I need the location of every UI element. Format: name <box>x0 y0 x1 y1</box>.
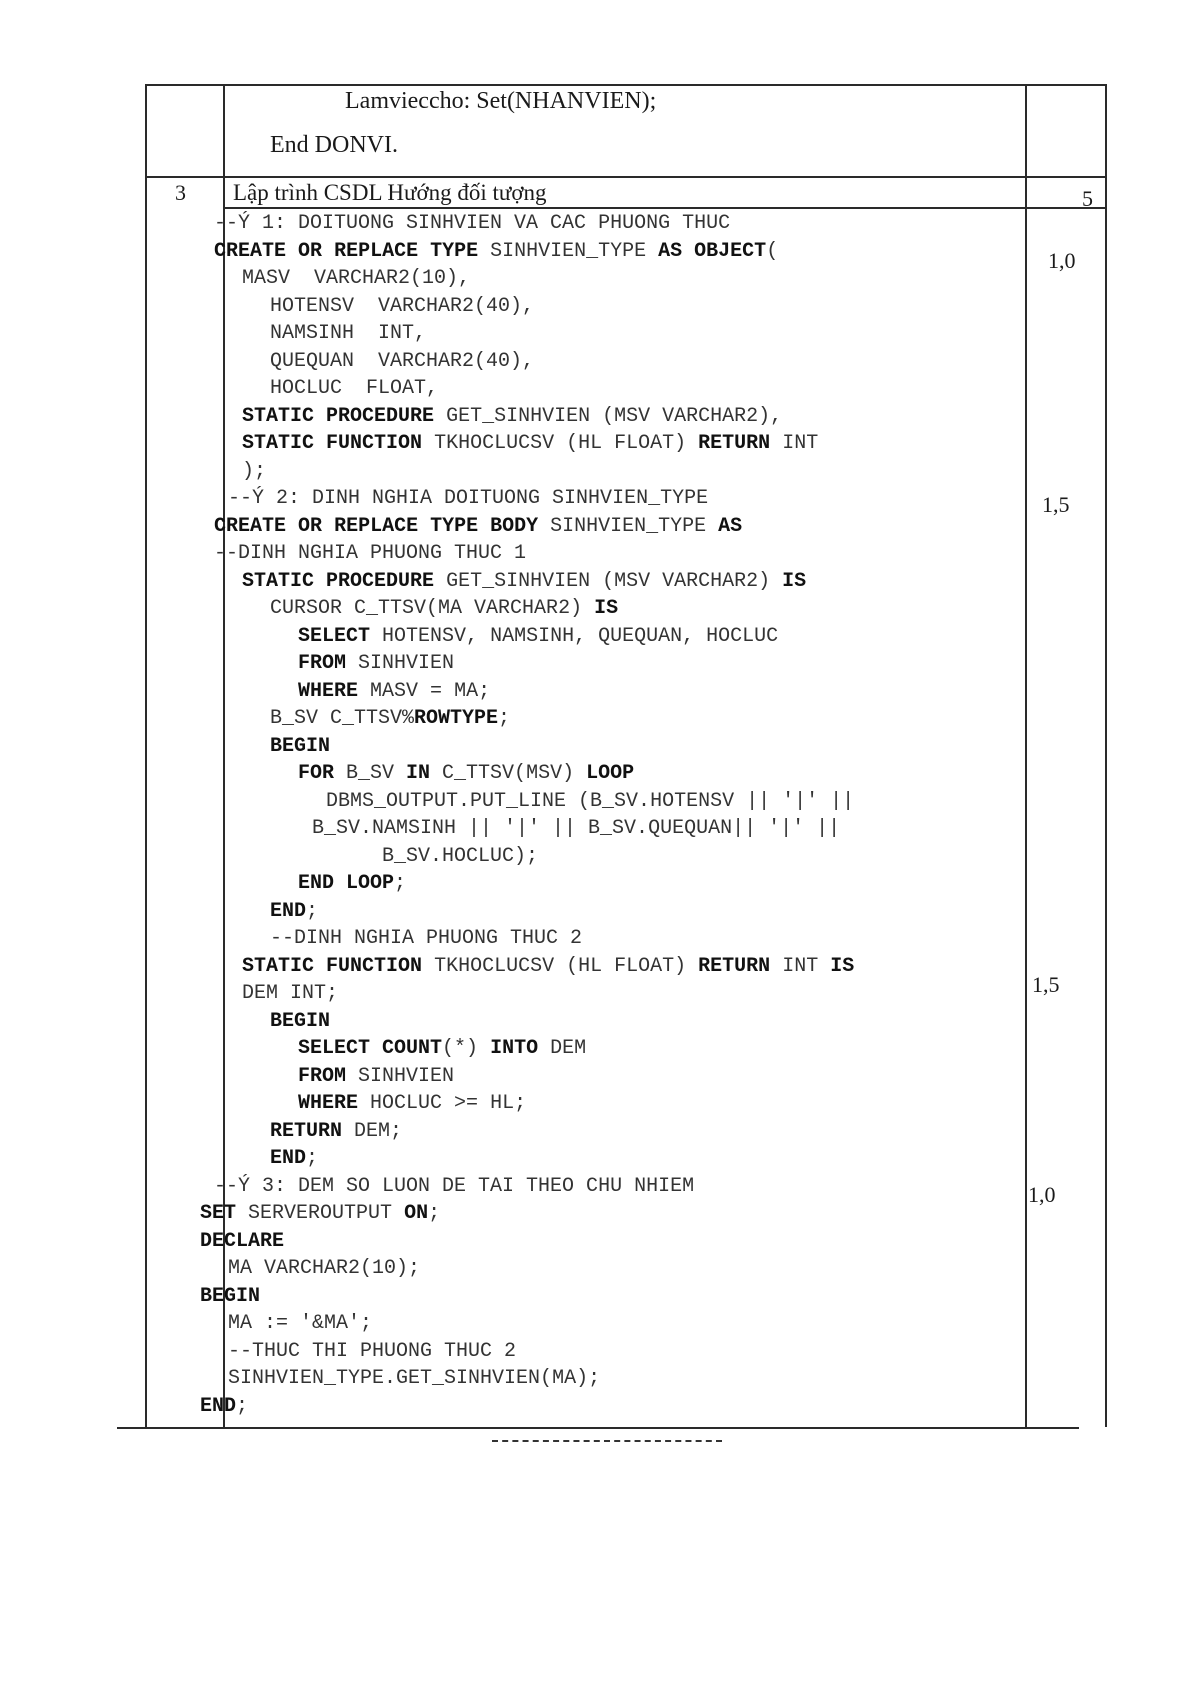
code-line-text: FROM SINHVIEN <box>298 1064 455 1088</box>
code-line-text: FOR B_SV IN C_TTSV(MSV) LOOP <box>298 762 635 785</box>
code-line <box>200 1200 1000 1228</box>
code-line-text: STATIC PROCEDURE GET_SINHVIEN (MSV VARCHAR2) IS <box>242 569 807 593</box>
code-line <box>200 348 1000 376</box>
code-line <box>200 1255 1000 1283</box>
code-line <box>200 540 1000 568</box>
code-line <box>200 953 1000 981</box>
code-line <box>200 678 1000 706</box>
table-left-border <box>145 84 147 1427</box>
top-line-1: Lamvieccho: Set(NHANVIEN); <box>345 88 657 114</box>
code-line-text: END; <box>270 1147 319 1170</box>
code-line-text: CREATE OR REPLACE TYPE SINHVIEN_TYPE AS OBJECT( <box>214 239 779 263</box>
code-line <box>200 1118 1000 1146</box>
code-line-text: ); <box>242 459 267 483</box>
column-divider-2 <box>1025 84 1027 1427</box>
code-line <box>200 1338 1000 1366</box>
code-line-text: STATIC PROCEDURE GET_SINHVIEN (MSV VARCHAR2), <box>242 404 783 428</box>
code-line-text: END LOOP; <box>298 872 407 895</box>
code-line <box>200 843 1000 871</box>
code-line <box>200 210 1000 238</box>
top-line-2: End DONVI. <box>270 132 398 158</box>
code-line <box>200 815 1000 843</box>
code-line <box>200 375 1000 403</box>
code-line-text: MA VARCHAR2(10); <box>228 1257 421 1280</box>
code-line-text: STATIC FUNCTION TKHOCLUCSV (HL FLOAT) RETURN INT IS <box>242 954 855 978</box>
table-bottom-border <box>117 1427 1079 1429</box>
score-part-1: 1,0 <box>1048 248 1076 273</box>
code-line-text: HOTENSV VARCHAR2(40), <box>270 294 535 318</box>
end-divider <box>492 1440 722 1442</box>
section-number: 3 <box>175 180 186 205</box>
code-line-text: CREATE OR REPLACE TYPE BODY SINHVIEN_TYPE AS <box>214 514 743 538</box>
table-top-border <box>145 84 1107 86</box>
table-right-border <box>1105 84 1107 1427</box>
code-line-text: SET SERVEROUTPUT ON; <box>200 1202 441 1225</box>
code-line <box>200 458 1000 486</box>
score-part-2b: 1,5 <box>1032 972 1060 997</box>
code-line-text: STATIC FUNCTION TKHOCLUCSV (HL FLOAT) RETURN INT <box>242 432 819 455</box>
code-line-text: B_SV.NAMSINH || '|' || B_SV.QUEQUAN|| '|' || <box>312 817 841 840</box>
code-line <box>200 1365 1000 1393</box>
code-line <box>200 320 1000 348</box>
code-line-text: BEGIN <box>200 1284 261 1308</box>
code-line <box>200 1173 1000 1201</box>
code-line <box>200 568 1000 596</box>
row-separator <box>145 176 1107 178</box>
code-line-text: --DINH NGHIA PHUONG THUC 2 <box>270 927 583 950</box>
score-part-2: 1,5 <box>1042 492 1070 517</box>
section-points: 5 <box>1082 186 1093 211</box>
code-line <box>200 898 1000 926</box>
code-line <box>200 760 1000 788</box>
code-line <box>200 430 1000 458</box>
code-line-text: QUEQUAN VARCHAR2(40), <box>270 349 535 373</box>
code-line <box>200 513 1000 541</box>
code-line-text: WHERE HOCLUC >= HL; <box>298 1092 527 1115</box>
code-line <box>200 623 1000 651</box>
code-line-text: DEM INT; <box>242 982 339 1005</box>
code-line <box>200 705 1000 733</box>
code-line-text: END; <box>200 1394 249 1418</box>
code-line <box>200 1063 1000 1091</box>
code-line-text: DECLARE <box>200 1229 285 1253</box>
code-line-text: --Ý 1: DOITUONG SINHVIEN VA CAC PHUONG THUC <box>214 212 731 235</box>
code-line <box>200 1393 1000 1421</box>
code-line-text: NAMSINH INT, <box>270 322 427 345</box>
code-line <box>200 650 1000 678</box>
code-line-text: END; <box>270 899 319 923</box>
code-line-text: FROM SINHVIEN <box>298 652 455 675</box>
code-line <box>200 1008 1000 1036</box>
code-line-text: MA := '&MA'; <box>228 1312 373 1335</box>
section-header-separator <box>225 207 1107 209</box>
score-part-3: 1,0 <box>1028 1182 1056 1207</box>
code-line <box>200 485 1000 513</box>
code-line-text: --Ý 3: DEM SO LUON DE TAI THEO CHU NHIEM <box>214 1174 695 1198</box>
code-line <box>200 1035 1000 1063</box>
code-line-text: --Ý 2: DINH NGHIA DOITUONG SINHVIEN_TYPE <box>228 487 709 510</box>
code-line-text: DBMS_OUTPUT.PUT_LINE (B_SV.HOTENSV || '|' || <box>326 789 855 813</box>
code-line <box>200 925 1000 953</box>
code-line <box>200 733 1000 761</box>
code-line-text: --DINH NGHIA PHUONG THUC 1 <box>214 542 527 565</box>
code-line <box>200 1145 1000 1173</box>
code-line <box>200 595 1000 623</box>
code-line-text: BEGIN <box>270 734 331 758</box>
code-line <box>200 980 1000 1008</box>
code-block <box>200 210 1000 1420</box>
code-line-text: SINHVIEN_TYPE.GET_SINHVIEN(MA); <box>228 1367 601 1390</box>
code-line-text: B_SV C_TTSV%ROWTYPE; <box>270 707 511 730</box>
code-line-text: B_SV.HOCLUC); <box>382 844 539 868</box>
code-line <box>200 1283 1000 1311</box>
code-line-text: --THUC THI PHUONG THUC 2 <box>228 1339 517 1363</box>
code-line <box>200 265 1000 293</box>
code-line-text: SELECT COUNT(*) INTO DEM <box>298 1037 587 1060</box>
code-line-text: BEGIN <box>270 1009 331 1033</box>
code-line <box>200 293 1000 321</box>
code-line-text: MASV VARCHAR2(10), <box>242 267 471 290</box>
code-line <box>200 870 1000 898</box>
code-line <box>200 238 1000 266</box>
code-line <box>200 1310 1000 1338</box>
code-line <box>200 1090 1000 1118</box>
code-line-text: RETURN DEM; <box>270 1119 403 1143</box>
code-line <box>200 403 1000 431</box>
code-line <box>200 788 1000 816</box>
code-line-text: HOCLUC FLOAT, <box>270 377 439 400</box>
code-line-text: WHERE MASV = MA; <box>298 679 491 703</box>
code-line-text: SELECT HOTENSV, NAMSINH, QUEQUAN, HOCLUC <box>298 624 779 648</box>
section-title: Lập trình CSDL Hướng đối tượng <box>233 180 547 205</box>
code-line-text: CURSOR C_TTSV(MA VARCHAR2) IS <box>270 597 619 620</box>
code-line <box>200 1228 1000 1256</box>
